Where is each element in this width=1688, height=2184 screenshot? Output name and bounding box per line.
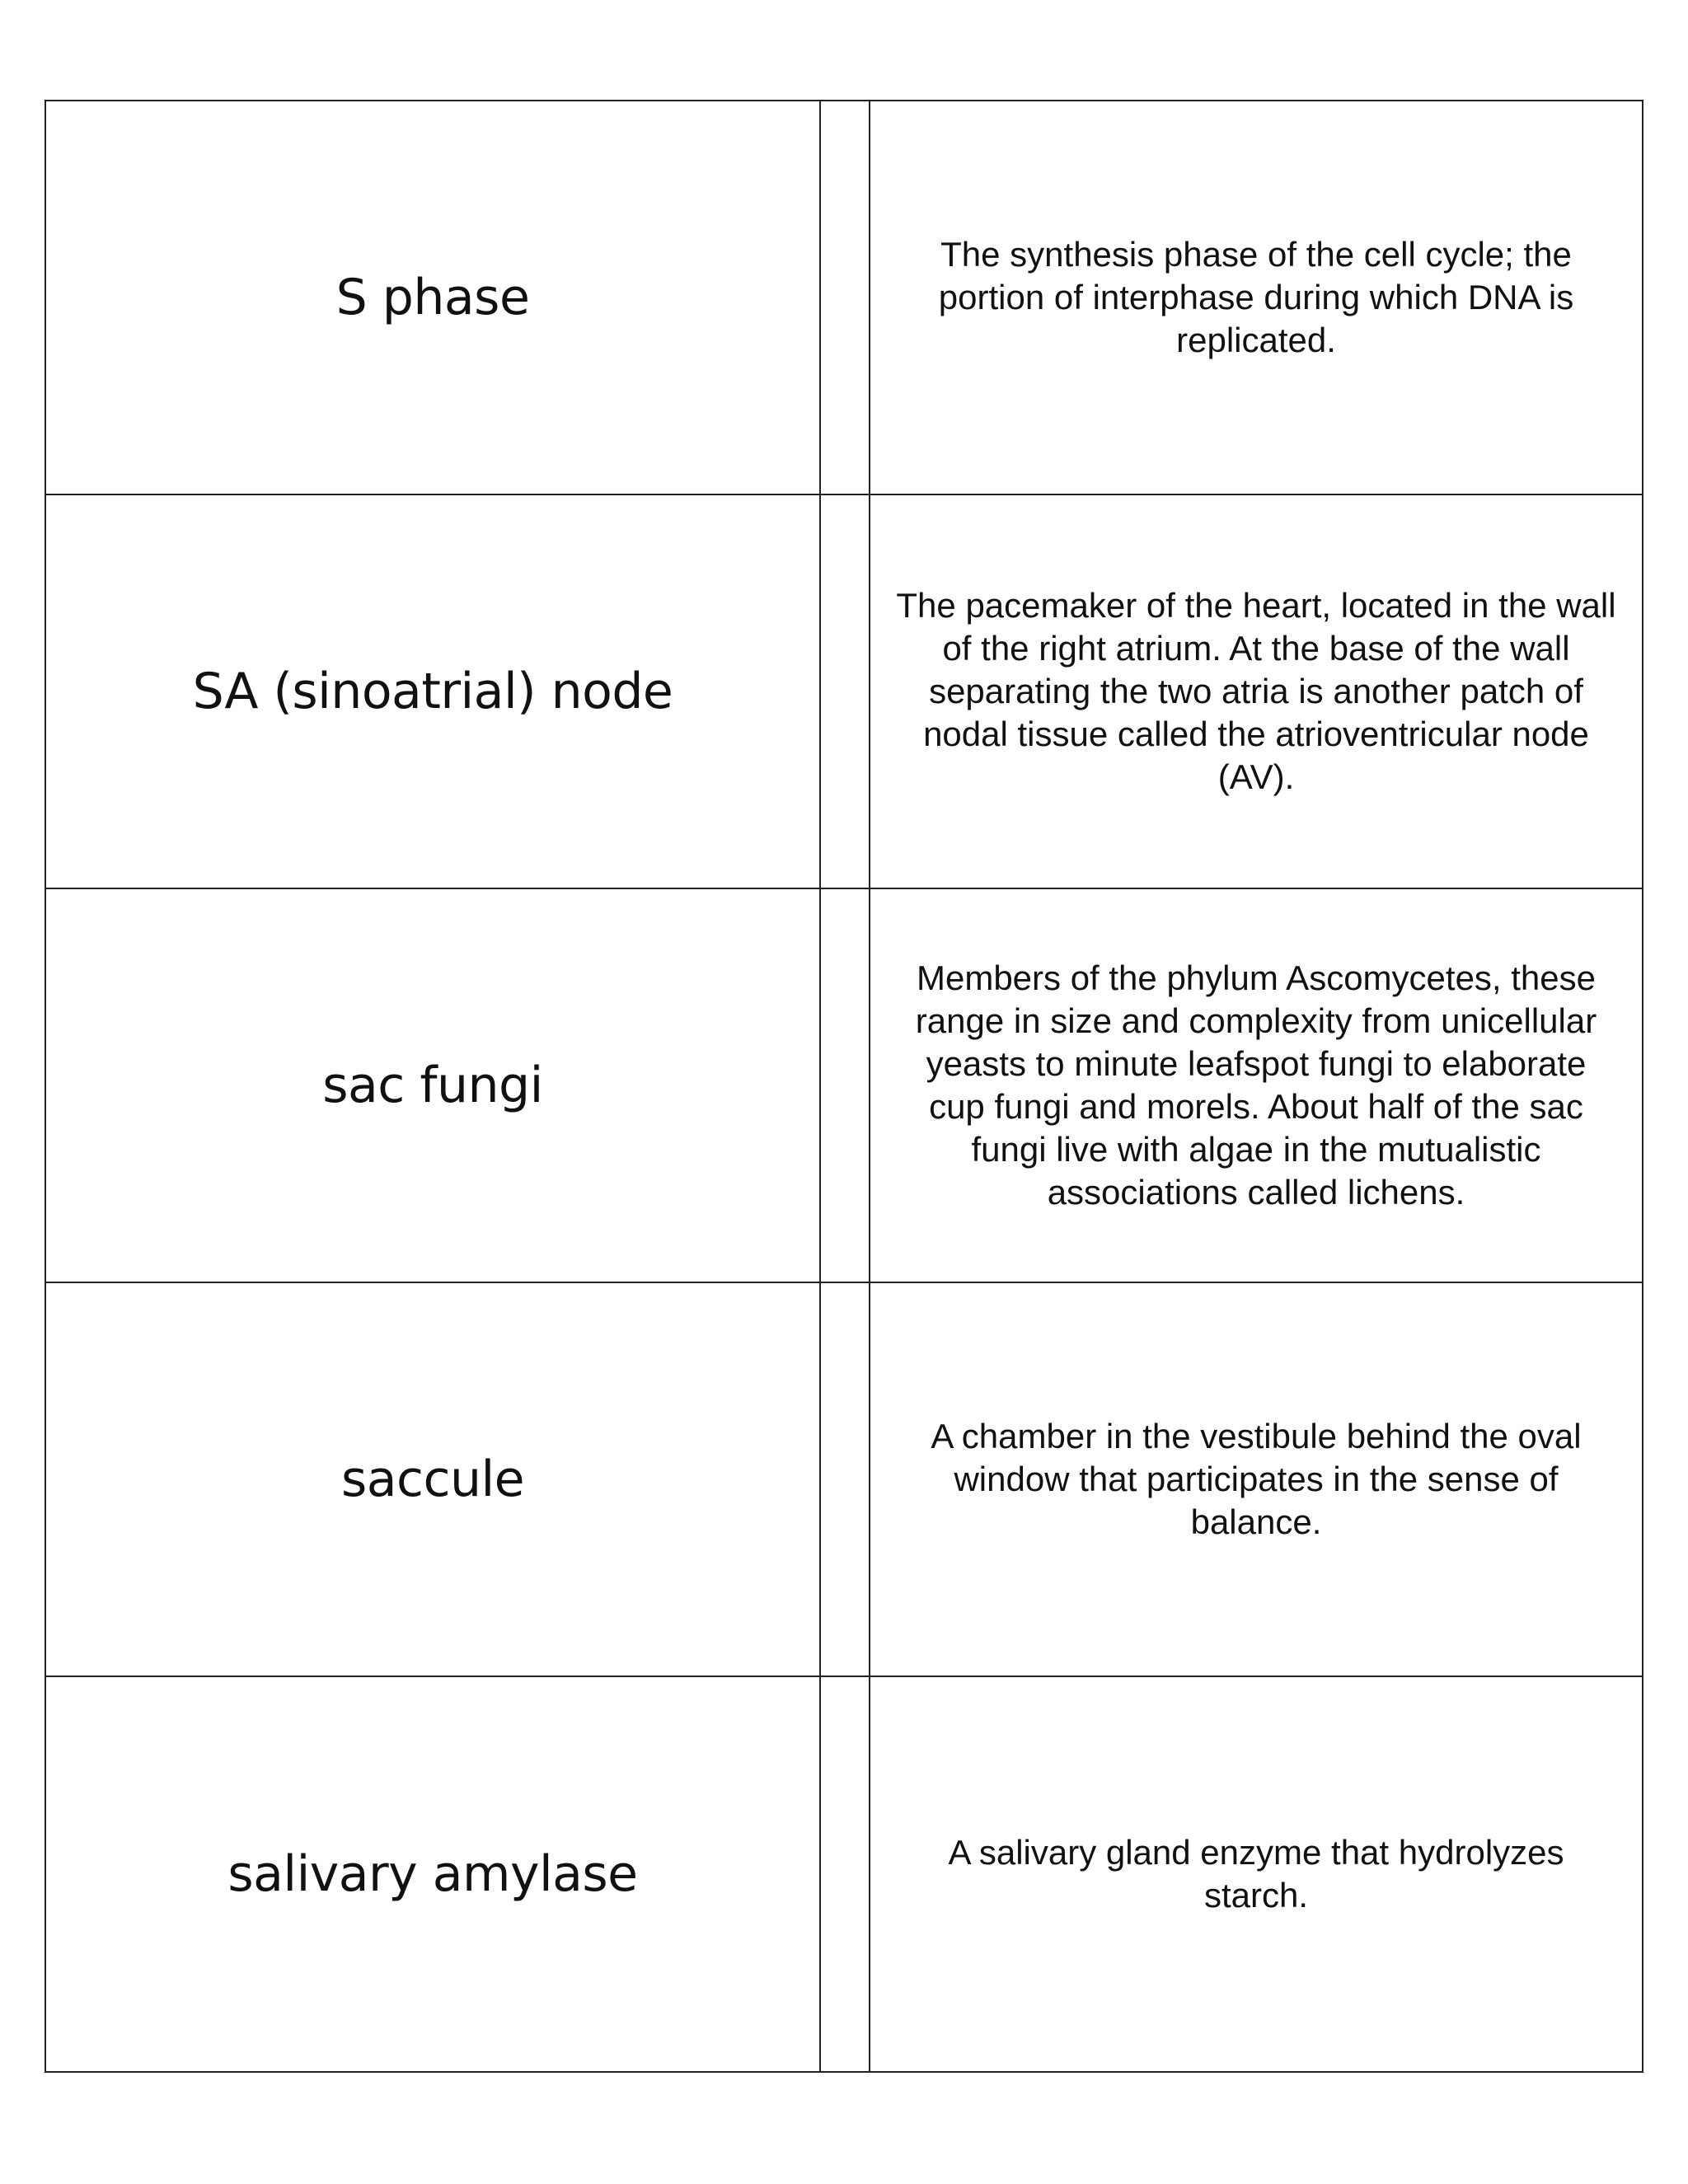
definition-text: A chamber in the vestibule behind the oval window that participates in the sense of balance. bbox=[931, 1417, 1582, 1541]
term-cell bbox=[46, 1283, 821, 1677]
term-text: saccule bbox=[340, 1450, 525, 1508]
term-text: SA (sinoatrial) node bbox=[192, 662, 673, 720]
term-cell bbox=[46, 101, 821, 495]
definition-cell bbox=[870, 101, 1642, 495]
term-text: salivary amylase bbox=[227, 1844, 638, 1903]
fold-gutter bbox=[821, 495, 870, 889]
definition-cell bbox=[870, 889, 1642, 1283]
definition-cell bbox=[870, 495, 1642, 889]
definition-cell bbox=[870, 1677, 1642, 2071]
term-text: S phase bbox=[335, 268, 530, 326]
term-text: sac fungi bbox=[322, 1056, 543, 1114]
fold-gutter bbox=[821, 1283, 870, 1677]
term-cell bbox=[46, 495, 821, 889]
definition-text: A salivary gland enzyme that hydrolyzes starch. bbox=[948, 1833, 1564, 1915]
fold-gutter bbox=[821, 101, 870, 495]
fold-gutter bbox=[821, 1677, 870, 2071]
term-cell bbox=[46, 889, 821, 1283]
definition-cell bbox=[870, 1283, 1642, 1677]
term-cell bbox=[46, 1677, 821, 2071]
definition-text: The synthesis phase of the cell cycle; the portion of interphase during which DNA is replicated. bbox=[938, 235, 1574, 359]
definition-text: The pacemaker of the heart, located in the wall of the right atrium. At the base of the wall separating the two atria is another patch of nodal tissue called the atrioventricular node (AV). bbox=[896, 586, 1616, 796]
definition-text: Members of the phylum Ascomycetes, these range in size and complexity from unicellular yeasts to minute leafspot fungi to elaborate cup fungi and morels. About half of the sac fungi live with algae in the mutualistic associations called lichens. bbox=[915, 958, 1597, 1212]
fold-gutter bbox=[821, 889, 870, 1283]
flashcard-sheet bbox=[45, 100, 1643, 2073]
